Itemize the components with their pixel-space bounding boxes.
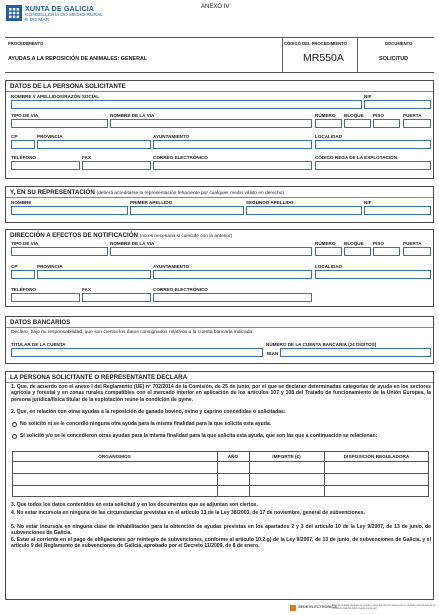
iban-label: IBAN <box>267 351 279 356</box>
col-importe: IMPORTE (€) <box>272 454 301 459</box>
notif-number-field[interactable] <box>315 247 342 256</box>
number-label: NÚMERO <box>315 113 336 118</box>
document-value: SOLICITUD <box>379 56 409 62</box>
applicant-title: DATOS DE LA PERSONA SOLICITANTE <box>10 83 126 90</box>
notif-fax-label: FAX <box>82 287 91 292</box>
notif-phone-label: TELÉFONO <box>11 287 37 292</box>
fax-label: FAX <box>82 155 91 160</box>
option-yes-radio[interactable] <box>12 434 17 439</box>
representative-section <box>5 186 434 223</box>
dept-line-1: CONSELLERÍA DO MEDIO RURAL <box>25 12 103 18</box>
notification-note: (no es necesaria si coincide con la anterior) <box>139 234 233 239</box>
procedure-header <box>5 37 434 73</box>
cp-field[interactable] <box>11 140 35 149</box>
notif-via-name-label: NOMBRE DE LA VÍA <box>110 241 155 246</box>
notification-title-text: DIRECCIÓN A EFECTOS DE NOTIFICACIÓN <box>10 232 138 239</box>
rep-name-label: NOMBRE <box>11 200 32 205</box>
notif-via-type-field[interactable] <box>11 247 108 256</box>
block-field[interactable] <box>344 119 371 128</box>
nif-field[interactable] <box>364 100 431 109</box>
nif-label: NIF <box>364 94 372 99</box>
floor-field[interactable] <box>373 119 400 128</box>
sede-label: SEDE ELECTRÓNICA <box>298 605 337 609</box>
table-row[interactable] <box>13 474 428 484</box>
notification-title <box>10 232 232 239</box>
notif-province-field[interactable] <box>37 270 151 279</box>
locality-field[interactable] <box>315 140 431 149</box>
col-organismos: ORGANISMOS <box>98 454 131 459</box>
notif-council-field[interactable] <box>153 270 312 279</box>
table-row[interactable] <box>13 462 428 472</box>
bank-title: DATOS BANCARIOS <box>10 319 71 326</box>
rep-nif-field[interactable] <box>364 206 431 215</box>
notif-door-field[interactable] <box>403 247 431 256</box>
iban-field[interactable] <box>280 348 431 357</box>
name-label: NOMBRE Y APELLIDOS/RAZÓN SOCIAL <box>11 94 100 99</box>
notif-via-name-field[interactable] <box>110 247 312 256</box>
option-no-label: No solicitó ni se le concedió ninguna otra ayuda para la misma finalidad para la que solicita esta ayuda. <box>20 421 272 427</box>
number-field[interactable] <box>315 119 342 128</box>
notif-fax-field[interactable] <box>82 293 151 302</box>
holder-field[interactable] <box>11 348 263 357</box>
bank-section <box>5 316 434 364</box>
applicant-section <box>5 80 434 179</box>
council-field[interactable] <box>153 140 312 149</box>
notif-phone-field[interactable] <box>11 293 80 302</box>
via-name-field[interactable] <box>110 119 312 128</box>
door-label: PUERTA <box>403 113 422 118</box>
notif-block-label: BLOQUE <box>344 241 364 246</box>
bank-declaration: Declaro, bajo mi responsabilidad, que son ciertos los datos consignados relativos a la cuenta bancaria indicada. <box>11 330 254 335</box>
fax-field[interactable] <box>82 161 151 170</box>
declaration-item-1: 1. Que, de acuerdo con el anexo I del Reglamento (UE) nº 702/2014 de la Comisión, de 25 de junio, por el que se declaran determinadas categorías de ayuda en los sectores agrícola y forestal y en zonas rurales compatibles con el mercado interior en aplicación de los artículos 107 y 108 del Tratado de funcionamiento de la Unión Europea, la persona jurídica/física titular de la explotación reúne la condición de pyme. <box>11 384 431 403</box>
rep-surname2-field[interactable] <box>246 206 362 215</box>
notif-floor-field[interactable] <box>373 247 400 256</box>
notif-floor-label: PISO <box>373 241 384 246</box>
col-ano: AÑO <box>227 454 239 459</box>
notif-locality-field[interactable] <box>315 270 431 279</box>
notif-cp-label: CP <box>11 264 18 269</box>
cp-label: CP <box>11 134 18 139</box>
notification-section <box>5 229 434 307</box>
document-label: DOCUMENTO <box>385 41 413 46</box>
rega-label: CÓDIGO REGA DE LA EXPLOTACIÓN <box>315 155 398 160</box>
province-label: PROVINCIA <box>37 134 63 139</box>
notif-email-field[interactable] <box>153 293 312 302</box>
via-type-field[interactable] <box>11 119 108 128</box>
col-disposicion: DISPOSICIÓN REGULADORA <box>343 454 410 459</box>
declaration-item-6: 6. Estar al corriente en el pago de obligaciones por reintegro de subvenciones, conforme al artículo 10.2.g) de la Ley 9/2007, de 13 de junio, de subvenciones de Galicia, y el artículo 9 del Reglamento de subvenciones de Galicia, aprobado por el Decreto 11/2009, de 8 de enero. <box>11 537 431 550</box>
email-label: CORREO ELECTRÓNICO <box>153 155 208 160</box>
notif-number-label: NÚMERO <box>315 241 336 246</box>
procedure-code-label: CÓDIGO DEL PROCEDIMIENTO <box>284 41 347 46</box>
declaration-item-5: 5. No estar incurso/a en ninguna clase de inhabilitación para la obtención de ayudas previstas en los apartados 2 y 3 del artículo 10 de la Ley 9/2007, de 13 de junio, de subvenciones de Galicia. <box>11 524 431 537</box>
representative-note: (deberá acreditarse la representación fehaciente por cualquier medio válido en derecho) <box>96 191 285 196</box>
notif-council-label: AYUNTAMIENTO <box>153 264 190 269</box>
representative-title <box>10 189 284 196</box>
rep-surname1-field[interactable] <box>130 206 244 215</box>
procedure-code: MR550A <box>303 52 344 64</box>
xunta-coat-of-arms-icon <box>6 5 22 21</box>
org-name: XUNTA DE GALICIA <box>25 4 95 13</box>
declaration-item-2: 2. Que, en relación con otras ayudas a la reposición de ganado bovino, ovino y caprino concedidas o solicitadas: <box>11 409 286 415</box>
declaration-item-4: 4. No estar incurso/a en ninguna de las circunstancias previstas en el artículo 13 de la Ley 38/2003, de 17 de noviembre, general de subvenciones. <box>11 510 365 516</box>
via-type-label: TIPO DE VÍA <box>11 113 39 118</box>
procedure-label: PROCEDIMIENTO <box>8 41 44 46</box>
notif-province-label: PROVINCIA <box>37 264 63 269</box>
declaration-item-3: 3. Que todos los datos contenidos en esta solicitud y en los documentos que se adjuntan son ciertos. <box>11 502 258 508</box>
rep-nif-label: NIF <box>364 200 372 205</box>
declaration-section <box>5 371 434 600</box>
sede-logo-icon <box>290 605 296 611</box>
aid-table <box>12 451 429 497</box>
province-field[interactable] <box>37 140 151 149</box>
notif-email-label: CORREO ELECTRÓNICO <box>153 287 208 292</box>
rep-surname1-label: PRIMER APELLIDO <box>130 200 173 205</box>
notif-cp-field[interactable] <box>11 270 35 279</box>
rega-field[interactable] <box>315 161 431 170</box>
via-name-label: NOMBRE DE LA VÍA <box>110 113 155 118</box>
phone-field[interactable] <box>11 161 80 170</box>
phone-label: TELÉFONO <box>11 155 37 160</box>
footer-note: Este formulario también se puede presentar electrónicamente en la sede electrónica de la Xunta de Galicia https://sede.xunta.gal <box>332 604 436 611</box>
representative-title-text: Y, EN SU REPRESENTACIÓN <box>10 189 95 196</box>
procedure-value: AYUDAS A LA REPOSICIÓN DE ANIMALES: GENERAL <box>8 56 148 62</box>
notif-block-field[interactable] <box>344 247 371 256</box>
rep-name-field[interactable] <box>11 206 128 215</box>
notif-locality-label: LOCALIDAD <box>315 264 343 269</box>
table-row[interactable] <box>13 486 428 496</box>
notif-door-label: PUERTA <box>403 241 422 246</box>
block-label: BLOQUE <box>344 113 364 118</box>
option-no-radio[interactable] <box>12 422 17 427</box>
door-field[interactable] <box>403 119 431 128</box>
option-yes-label: Sí solicitó y/o se le concedieron otras ayudas para la misma finalidad para la que solicita esta ayuda, que son las que a continuación se relacionan: <box>20 433 378 439</box>
dept-line-2: E DO MAR <box>25 18 50 23</box>
email-field[interactable] <box>153 161 312 170</box>
holder-label: TITULAR DE LA CUENTA <box>11 342 66 347</box>
floor-label: PISO <box>373 113 384 118</box>
council-label: AYUNTAMIENTO <box>153 134 190 139</box>
notif-via-type-label: TIPO DE VÍA <box>11 241 39 246</box>
account-label: NÚMERO DE LA CUENTA BANCARIA (24 DÍGITOS) <box>266 342 377 347</box>
rep-surname2-label: SEGUNDO APELLIDO <box>246 200 294 205</box>
locality-label: LOCALIDAD <box>315 134 343 139</box>
annex-label: ANEXO IV <box>201 4 230 10</box>
declaration-title: LA PERSONA SOLICITANTE O REPRESENTANTE DECLARA <box>10 374 188 381</box>
name-field[interactable] <box>11 100 362 109</box>
